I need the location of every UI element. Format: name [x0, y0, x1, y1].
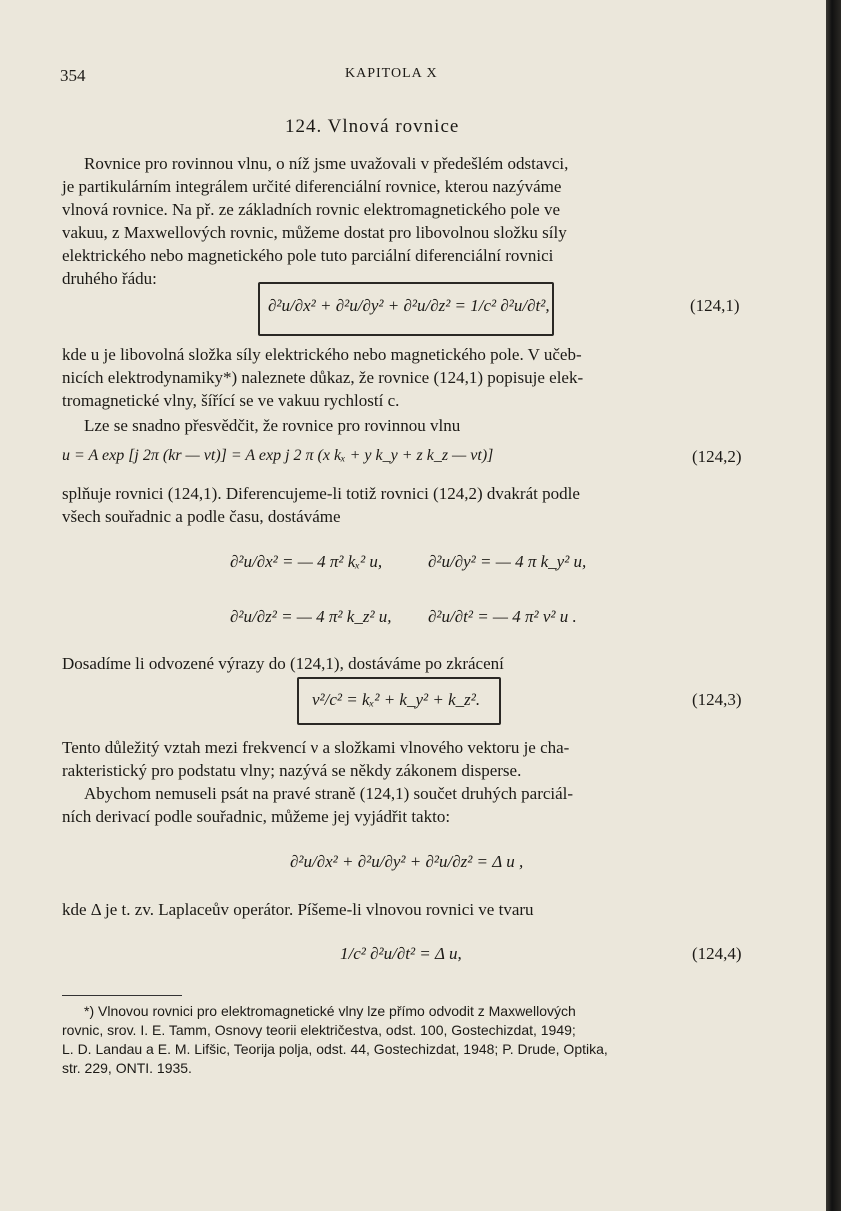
equation-124-1: ∂²u/∂x² + ∂²u/∂y² + ∂²u/∂z² = 1/c² ∂²u/∂t², — [268, 296, 550, 315]
text-line: Abychom nemuseli psát na pravé straně (124,1) součet druhých parciál- — [84, 784, 574, 803]
paragraph-2 — [62, 343, 762, 412]
footnote-line: *) Vlnovou rovnici pro elektromagnetické vlny lze přímo odvodit z Maxwellových — [84, 1003, 576, 1019]
equation-124-4: 1/c² ∂²u/∂t² = Δ u, — [340, 944, 462, 963]
text-line: Rovnice pro rovinnou vlnu, o níž jsme uvažovali v předešlém odstavci, — [84, 154, 569, 173]
derivative-z: ∂²u/∂z² = — 4 π² k_z² u, — [230, 607, 392, 626]
text-line: ních derivací podle souřadnic, můžeme jej vyjádřit takto: — [62, 807, 451, 826]
text-line: splňuje rovnici (124,1). Diferencujeme-li totiž rovnici (124,2) dvakrát podle — [62, 484, 580, 503]
paragraph-4 — [62, 482, 762, 528]
page-edge-shadow — [826, 0, 841, 1211]
paragraph-6 — [62, 736, 762, 828]
text-line: nicích elektrodynamiky*) naleznete důkaz, že rovnice (124,1) popisuje elek- — [62, 368, 584, 387]
text-line: všech souřadnic a podle času, dostáváme — [62, 507, 341, 526]
text-line: vakuu, z Maxwellových rovnic, můžeme dostat pro libovolnou složku síly — [62, 223, 567, 242]
text-line: Dosadíme li odvozené výrazy do (124,1), dostáváme po zkrácení — [62, 654, 504, 673]
equation-laplace: ∂²u/∂x² + ∂²u/∂y² + ∂²u/∂z² = Δ u , — [290, 852, 524, 871]
paragraph-1 — [62, 152, 762, 290]
derivative-t: ∂²u/∂t² = — 4 π² ν² u . — [428, 607, 577, 626]
equation-124-3: ν²/c² = kₓ² + k_y² + k_z². — [312, 690, 481, 709]
derivative-y: ∂²u/∂y² = — 4 π k_y² u, — [428, 552, 587, 571]
footnote — [62, 1002, 762, 1078]
text-line: kde u je libovolná složka síly elektrického nebo magnetického pole. V učeb- — [62, 345, 582, 364]
equation-label-124-2: (124,2) — [692, 447, 742, 466]
text-line: kde Δ je t. zv. Laplaceův operátor. Píšeme-li vlnovou rovnici ve tvaru — [62, 900, 534, 919]
footnote-line: L. D. Landau a E. M. Lifšic, Teorija polja, odst. 44, Gostechizdat, 1948; P. Drude, Optika, — [62, 1041, 608, 1057]
paragraph-7 — [62, 898, 762, 921]
text-line: Tento důležitý vztah mezi frekvencí ν a složkami vlnového vektoru je cha- — [62, 738, 570, 757]
equation-label-124-4: (124,4) — [692, 944, 742, 963]
text-line: elektrického nebo magnetického pole tuto parciální diferenciální rovnici — [62, 246, 554, 265]
footnote-line: rovnic, srov. I. E. Tamm, Osnovy teorii električestva, odst. 100, Gostechizdat, 1949; — [62, 1022, 576, 1038]
text-line: tromagnetické vlny, šířící se ve vakuu rychlostí c. — [62, 391, 400, 410]
footnote-rule — [62, 995, 182, 996]
equation-label-124-1: (124,1) — [690, 296, 740, 315]
equation-124-2: u = A exp [j 2π (kr — νt)] = A exp j 2 π (x kₓ + y k_y + z k_z — νt)] — [62, 447, 494, 464]
equation-label-124-3: (124,3) — [692, 690, 742, 709]
paragraph-3 — [62, 414, 762, 437]
text-line: rakteristický pro podstatu vlny; nazývá se někdy zákonem disperse. — [62, 761, 522, 780]
footnote-line: str. 229, ONTI. 1935. — [62, 1060, 192, 1076]
text-line: je partikulárním integrálem určité diferenciální rovnice, kterou nazýváme — [62, 177, 562, 196]
text-line: Lze se snadno přesvědčit, že rovnice pro rovinnou vlnu — [84, 416, 461, 435]
derivative-x: ∂²u/∂x² = — 4 π² kₓ² u, — [230, 552, 383, 571]
chapter-header: KAPITOLA X — [345, 66, 438, 81]
text-line: druhého řádu: — [62, 269, 157, 288]
paragraph-5 — [62, 652, 762, 675]
text-line: vlnová rovnice. Na př. ze základních rovnic elektromagnetického pole ve — [62, 200, 560, 219]
section-title: 124. Vlnová rovnice — [285, 116, 460, 137]
page-number: 354 — [60, 66, 86, 85]
